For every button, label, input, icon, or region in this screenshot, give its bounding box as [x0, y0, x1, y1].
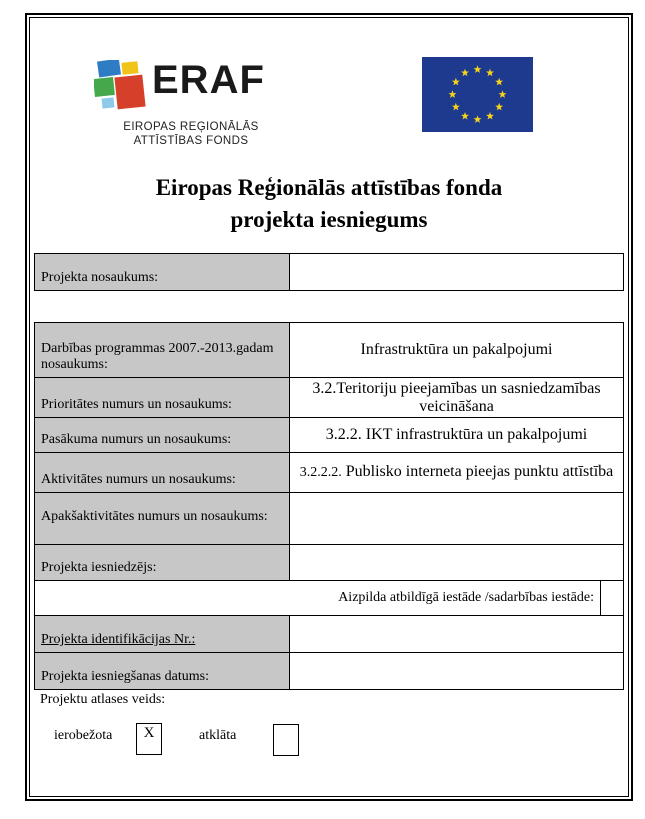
eu-star-icon [449, 90, 457, 98]
eu-star-icon [486, 112, 494, 120]
measure-label: Pasākuma numurs un nosaukums: [35, 418, 290, 453]
activity-number: 3.2.2.2. [299, 465, 342, 480]
applicant-field[interactable] [290, 545, 624, 581]
submission-date-field[interactable] [290, 653, 624, 690]
eraf-logo-word: ERAF [152, 58, 265, 102]
eu-star-icon [474, 115, 482, 123]
eraf-subtitle-line2: ATTĪSTĪBAS FONDS [133, 135, 249, 147]
eu-flag-stars [422, 57, 533, 132]
subactivity-label: Apakšaktivitātes numurs un nosaukums: [35, 493, 290, 545]
project-details-table [34, 322, 624, 690]
programme-value: Infrastruktūra un pakalpojumi [290, 323, 624, 378]
activity-label: Aktivitātes numurs un nosaukums: [35, 453, 290, 493]
project-id-field[interactable] [290, 616, 624, 653]
document-title [29, 172, 629, 236]
measure-value: 3.2.2. IKT infrastruktūra un pakalpojumi [290, 418, 624, 453]
title-line2: projekta iesniegums [230, 207, 428, 232]
option-open-checkbox[interactable] [273, 724, 299, 756]
authority-note: Aizpilda atbildīgā iestāde /sadarbības iestāde: [338, 590, 594, 605]
project-id-label: Projekta identifikācijas Nr.: [35, 616, 290, 653]
eu-star-icon [495, 103, 503, 111]
applicant-label: Projekta iesniedzējs: [35, 545, 290, 581]
eu-star-icon [461, 112, 469, 120]
eraf-logo-subtitle [106, 120, 276, 148]
project-name-label: Projekta nosaukums: [35, 254, 290, 291]
eu-star-icon [474, 65, 482, 73]
eu-star-icon [461, 69, 469, 77]
option-limited-checkbox[interactable]: X [136, 723, 162, 755]
eu-star-icon [499, 90, 507, 98]
project-name-table [34, 253, 624, 291]
option-limited-label: ierobežota [54, 728, 113, 743]
eu-star-icon [452, 78, 460, 86]
eu-star-icon [486, 69, 494, 77]
title-line1: Eiropas Reģionālās attīstības fonda [155, 175, 503, 200]
programme-label: Darbības programmas 2007.-2013.gadam nosaukums: [35, 323, 290, 378]
priority-label: Prioritātes numurs un nosaukums: [35, 378, 290, 418]
eraf-subtitle-line1: EIROPAS REĢIONĀLĀS [123, 121, 259, 133]
priority-value: 3.2.Teritoriju pieejamības un sasniedzamības veicināšana [290, 378, 624, 418]
eu-star-icon [452, 103, 460, 111]
activity-value [290, 453, 624, 493]
option-open-label: atklāta [199, 728, 237, 743]
authority-note-box[interactable] [600, 581, 623, 615]
selection-type-title: Projektu atlases veids: [40, 692, 166, 707]
subactivity-field[interactable] [290, 493, 624, 545]
note-row [35, 581, 624, 616]
submission-date-label: Projekta iesniegšanas datums: [35, 653, 290, 690]
project-name-field[interactable] [290, 254, 624, 291]
eraf-logo-mark [94, 60, 154, 112]
eu-flag [422, 57, 533, 132]
activity-text: Publisko interneta pieejas punktu attīstība [345, 463, 614, 480]
eu-star-icon [495, 78, 503, 86]
